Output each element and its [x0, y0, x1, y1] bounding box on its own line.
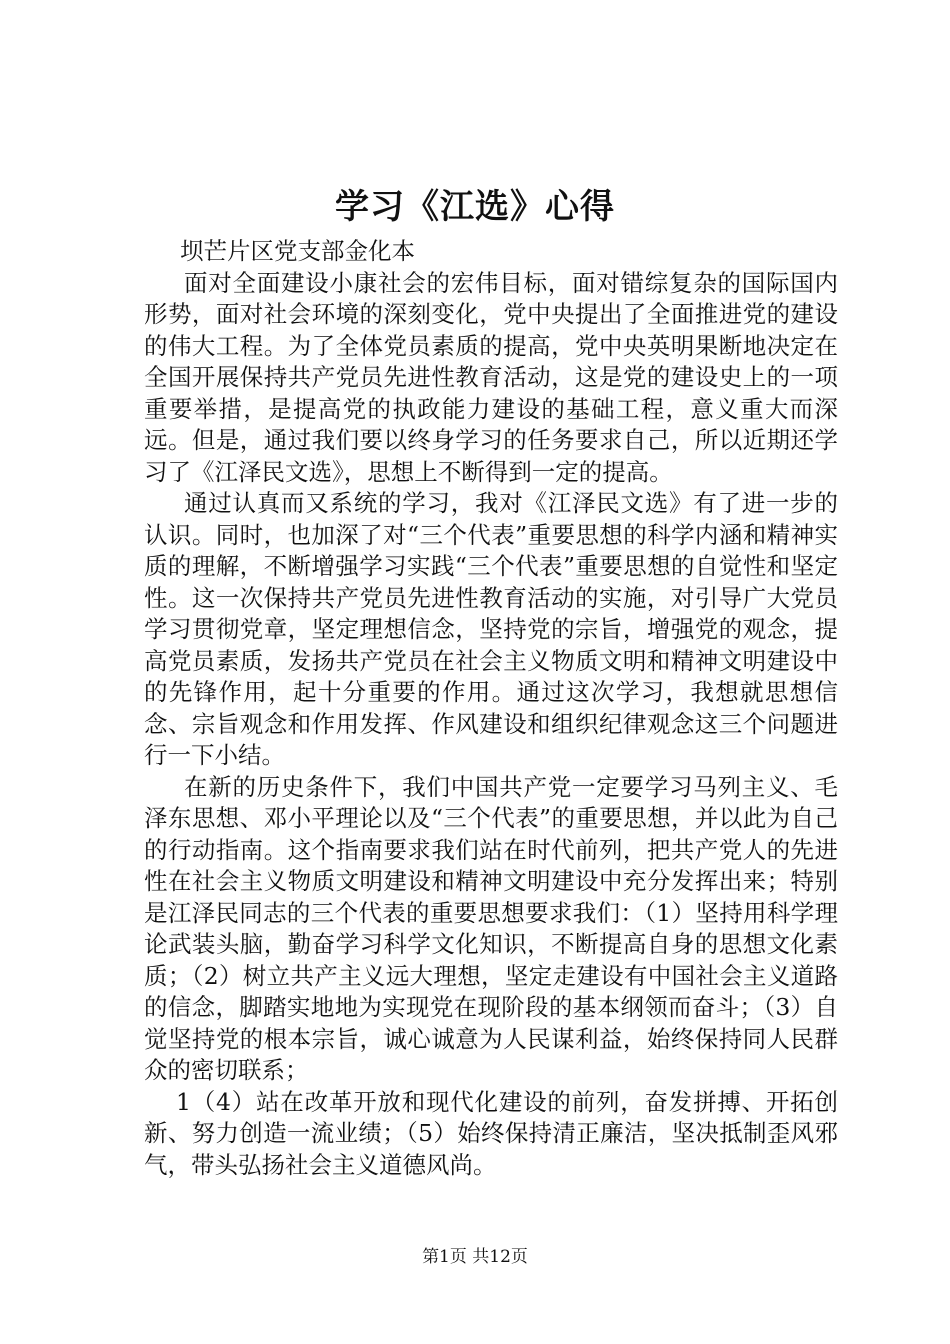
paragraph-1: 面对全面建设小康社会的宏伟目标，面对错综复杂的国际国内形势，面对社会环境的深刻变化，党中央提出了全面推进党的建设的伟大工程。为了全体党员素质的提高，党中央英明果断地决定在全国开展保持共产党员先进性教育活动，这是党的建设史上的一项重要举措，是提高党的执政能力建设的基础工程，意义重大而深远。但是，通过我们要以终身学习的任务要求自己，所以近期还学习了《江泽民文选》，思想上不断得到一定的提高。 [144, 268, 838, 486]
paragraph-4: 1（4）站在改革开放和现代化建设的前列，奋发拼搏、开拓创新、努力创造一流业绩；（5）始终保持清正廉洁，坚决抵制歪风邪气，带头弘扬社会主义道德风尚。 [144, 1087, 838, 1179]
paragraph-2: 通过认真而又系统的学习，我对《江泽民文选》有了进一步的认识。同时，也加深了对“三个代表”重要思想的科学内涵和精神实质的理解，不断增强学习实践“三个代表”重要思想的自觉性和坚定性。这一次保持共产党员先进性教育活动的实施，对引导广大党员学习贯彻党章，坚定理想信念，坚持党的宗旨，增强党的观念，提高党员素质，发扬共产党员在社会主义物质文明和精神文明建设中的先锋作用，起十分重要的作用。通过这次学习，我想就思想信念、宗旨观念和作用发挥、作风建设和组织纪律观念这三个问题进行一下小结。 [144, 489, 838, 769]
document-body [144, 236, 838, 1181]
paragraph-3: 在新的历史条件下，我们中国共产党一定要学习马列主义、毛泽东思想、邓小平理论以及“三个代表”的重要思想，并以此为自己的行动指南。这个指南要求我们站在时代前列，把共产党人的先进性在社会主义物质文明建设和精神文明建设中充分发挥出来；特别是江泽民同志的三个代表的重要思想要求我们：（1）坚持用科学理论武装头脑，勤奋学习科学文化知识，不断提高自身的思想文化素质；（2）树立共产主义远大理想，坚定走建设有中国社会主义道路的信念，脚踏实地地为实现党在现阶段的基本纲领而奋斗；（3）自觉坚持党的根本宗旨，诚心诚意为人民谋利益，始终保持同人民群众的密切联系； [144, 772, 838, 1084]
document-title: 学习《江选》心得 [335, 187, 615, 227]
author-line: 坝芒片区党支部金化本 [180, 237, 415, 265]
page-footer: 第1页 共12页 [422, 1247, 528, 1267]
